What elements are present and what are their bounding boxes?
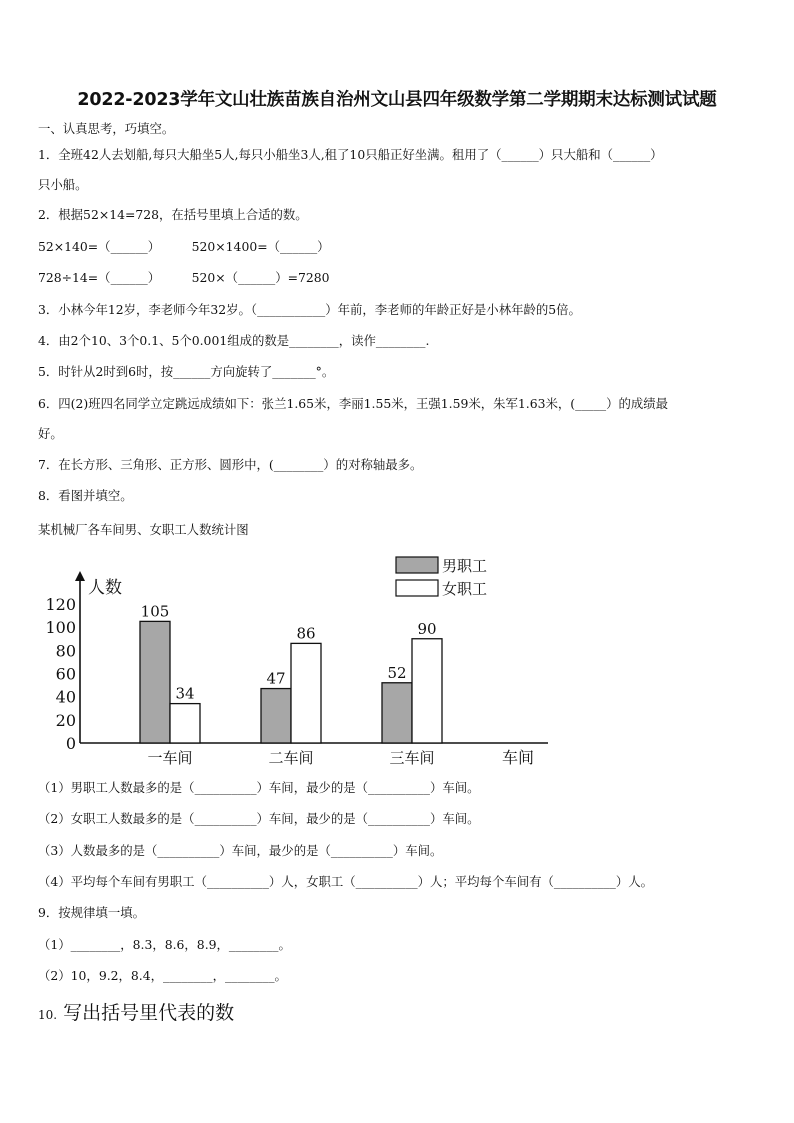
question-9-heading: 9．按规律填一填。 bbox=[38, 905, 146, 920]
y-tick-label: 60 bbox=[55, 664, 76, 684]
y-axis-arrow bbox=[75, 571, 85, 581]
x-axis-label: 车间 bbox=[502, 748, 535, 767]
legend-label-female: 女职工 bbox=[442, 580, 488, 598]
category-label: 二车间 bbox=[268, 749, 314, 767]
bar-chart bbox=[0, 545, 794, 775]
legend-label-male: 男职工 bbox=[442, 557, 488, 575]
question-6-line-2: 好。 bbox=[38, 426, 63, 441]
bar-male bbox=[382, 683, 412, 743]
question-9-part-1: （1）________，8.3，8.6，8.9，________。 bbox=[38, 937, 291, 952]
question-8-part-4: （4）平均每个车间有男职工（__________）人，女职工（__________）人；平均每个车间有（__________）人。 bbox=[38, 874, 654, 889]
question-10-text: 写出括号里代表的数 bbox=[63, 1002, 235, 1024]
question-6-line-1: 6．四(2)班四名同学立定跳远成绩如下：张兰1.65米，李丽1.55米，王强1.59米，朱军1.63米，(_____）的成绩最 bbox=[38, 396, 669, 411]
question-2-line-2: 52×140=（______） 520×1400=（______） bbox=[38, 239, 330, 254]
y-tick-label: 80 bbox=[55, 641, 76, 661]
page-title: 2022-2023学年文山壮族苗族自治州文山县四年级数学第二学期期末达标测试试题 bbox=[77, 90, 717, 110]
question-5: 5．时针从2时到6时，按______方向旋转了_______°。 bbox=[38, 364, 335, 379]
question-2-line-3: 728÷14=（______） 520×（______）=7280 bbox=[38, 270, 330, 285]
section-heading: 一、认真思考，巧填空。 bbox=[38, 121, 175, 136]
legend-swatch-female bbox=[396, 580, 438, 596]
chart-caption: 某机械厂各车间男、女职工人数统计图 bbox=[38, 522, 249, 537]
question-1-line-1: 1．全班42人去划船,每只大船坐5人,每只小船坐3人,租了10只船正好坐满。租用了（______）只大船和（______） bbox=[38, 147, 663, 162]
bar-value-label: 52 bbox=[387, 663, 407, 682]
y-tick-label: 0 bbox=[65, 734, 76, 753]
bar-female bbox=[412, 639, 442, 743]
question-3: 3．小林今年12岁，李老师今年32岁。（___________）年前，李老师的年龄正好是小林年龄的5倍。 bbox=[38, 302, 581, 317]
question-4: 4．由2个10、3个0.1、5个0.001组成的数是________，读作________. bbox=[38, 333, 430, 348]
question-7: 7．在长方形、三角形、正方形、圆形中，(________）的对称轴最多。 bbox=[38, 457, 423, 472]
y-tick-label: 100 bbox=[45, 618, 76, 638]
bar-female bbox=[291, 643, 321, 743]
bar-value-label: 90 bbox=[417, 619, 437, 638]
bar-value-label: 86 bbox=[296, 624, 316, 643]
question-10 bbox=[38, 998, 234, 1025]
question-8-part-3: （3）人数最多的是（__________）车间，最少的是（__________）车间。 bbox=[38, 843, 443, 858]
y-tick-label: 40 bbox=[55, 687, 76, 707]
question-2-line-1: 2．根据52×14=728，在括号里填上合适的数。 bbox=[38, 207, 308, 222]
category-label: 一车间 bbox=[147, 749, 193, 767]
bar-value-label: 47 bbox=[266, 669, 286, 688]
legend-swatch-male bbox=[396, 557, 438, 573]
y-axis-label: 人数 bbox=[88, 578, 122, 598]
question-10-number: 10. bbox=[38, 1008, 58, 1022]
bar-male bbox=[140, 621, 170, 743]
question-1-line-2: 只小船。 bbox=[38, 177, 88, 192]
category-label: 三车间 bbox=[389, 749, 435, 767]
y-tick-label: 20 bbox=[55, 710, 76, 730]
y-tick-label: 120 bbox=[45, 595, 76, 614]
bar-female bbox=[170, 704, 200, 743]
question-8-part-1: （1）男职工人数最多的是（__________）车间，最少的是（__________）车间。 bbox=[38, 780, 480, 795]
bar-male bbox=[261, 689, 291, 743]
bar-value-label: 34 bbox=[175, 684, 195, 703]
question-8-part-2: （2）女职工人数最多的是（__________）车间，最少的是（__________）车间。 bbox=[38, 811, 480, 826]
bar-value-label: 105 bbox=[140, 602, 170, 621]
question-9-part-2: （2）10，9.2，8.4，________，________。 bbox=[38, 968, 287, 983]
question-8-heading: 8．看图并填空。 bbox=[38, 488, 133, 503]
